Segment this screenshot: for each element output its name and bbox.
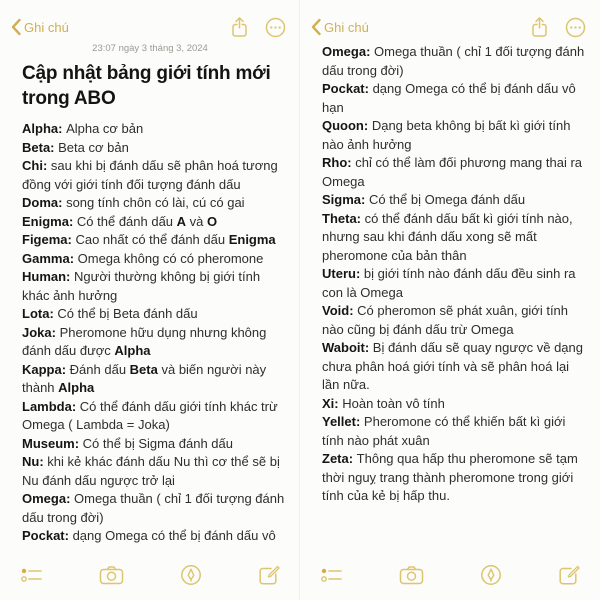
entry-term: Kappa: xyxy=(22,361,70,377)
camera-icon xyxy=(99,565,124,585)
entry-term: Yellet: xyxy=(322,414,364,429)
chevron-left-icon xyxy=(10,18,22,36)
markup-button[interactable] xyxy=(480,564,502,586)
note-entry: Zeta: Thông qua hấp thu pheromone sẽ tạm thời nguỵ trang thành pheromone trong giới tính của kẻ bị hấp thu. xyxy=(322,451,578,503)
entry-term: Void: xyxy=(322,303,358,318)
note-body[interactable] xyxy=(300,43,600,558)
note-entry: Omega: Omega thuần ( chỉ 1 đối tượng đánh dấu trong đời) xyxy=(22,491,285,525)
note-timestamp: 23:07 ngày 3 tháng 3, 2024 xyxy=(92,43,208,54)
notes-app-right xyxy=(300,0,600,600)
note-entry: Yellet: Pheromone có thể khiến bất kì giới tính nào phát xuân xyxy=(322,414,566,448)
entry-term: Theta: xyxy=(322,210,365,226)
note-entry: Quoon: Dạng beta không bị bất kì giới tính nào ảnh hưởng xyxy=(322,118,571,152)
nav-bar xyxy=(0,0,300,38)
entry-term: Pockat: xyxy=(22,528,73,543)
compose-button[interactable] xyxy=(558,564,580,586)
entry-term: Alpha: xyxy=(22,121,67,136)
nav-actions xyxy=(530,16,586,38)
markup-button[interactable] xyxy=(180,564,202,586)
compose-icon xyxy=(558,564,580,586)
note-body[interactable] xyxy=(0,120,300,558)
note-entry: Enigma: Có thể đánh dấu A và O xyxy=(22,213,218,229)
entry-term: Joka: xyxy=(22,324,60,340)
note-entry: Omega: Omega thuần ( chỉ 1 đối tượng đánh dấu trong đời) xyxy=(322,44,585,78)
note-entry: Uteru: bị giới tính nào đánh dấu đều sinh ra con là Omega xyxy=(322,266,576,300)
nav-actions xyxy=(230,16,286,38)
share-button[interactable] xyxy=(530,16,549,38)
share-button[interactable] xyxy=(230,16,249,38)
markup-icon xyxy=(480,564,502,586)
share-icon xyxy=(230,16,249,38)
note-entry: Museum: Có thể bị Sigma đánh dấu xyxy=(22,435,233,451)
checklist-button[interactable] xyxy=(320,565,343,585)
note-entry: Nu: khi kẻ khác đánh dấu Nu thì cơ thể sẽ bị Nu đánh dấu ngược trở lại xyxy=(22,454,280,488)
entry-term: Lambda: xyxy=(22,398,80,414)
entry-term: Zeta: xyxy=(322,451,357,466)
entry-term: Doma: xyxy=(22,195,67,210)
entry-term: Uteru: xyxy=(322,266,364,281)
note-entry: Kappa: Đánh dấu Beta và biến người này thành Alpha xyxy=(22,361,267,395)
entry-term: Chi: xyxy=(22,158,51,173)
entry-term: Waboit: xyxy=(322,340,373,355)
bottom-toolbar xyxy=(0,558,300,600)
note-entry: Lambda: Có thể đánh dấu giới tính khác trừ Omega ( Lambda = Joka) xyxy=(22,398,278,432)
note-entry: Void: Có pheromon sẽ phát xuân, giới tính nào cũng bị đánh dấu trừ Omega xyxy=(322,303,569,337)
note-entry: Theta: có thể đánh dấu bất kì giới tính nào, nhưng sau khi đánh dấu xong sẽ mất pheromone của bản thân xyxy=(322,210,573,263)
markup-icon xyxy=(180,564,202,586)
note-entry: Joka: Pheromone hữu dụng nhưng không đánh dấu được Alpha xyxy=(22,324,267,358)
chevron-left-icon xyxy=(310,18,322,36)
note-entry: Alpha: Alpha cơ bản xyxy=(22,121,144,136)
entry-term: Human: xyxy=(22,269,74,284)
note-entry: Gamma: Omega không có có pheromone xyxy=(22,250,264,266)
back-button[interactable] xyxy=(310,18,369,36)
camera-button[interactable] xyxy=(99,565,124,585)
note-entry: Doma: song tính chôn có lài, cú có gai xyxy=(22,195,245,210)
note-entry: Pockat: dạng Omega có thể bị đánh dấu vô hạn xyxy=(322,81,576,115)
entry-term: Sigma: xyxy=(322,192,369,207)
back-button[interactable] xyxy=(10,18,69,36)
note-entry: Lota: Có thể bị Beta đánh dấu xyxy=(22,306,198,321)
compose-button[interactable] xyxy=(258,564,280,586)
note-entry: Beta: Beta cơ bản xyxy=(22,139,129,155)
checklist-icon xyxy=(320,565,343,585)
note-entry: Figema: Cao nhất có thể đánh dấu Enigma xyxy=(22,232,276,247)
more-icon xyxy=(265,17,286,38)
note-entry: Pockat: dạng Omega có thể bị đánh dấu vô xyxy=(22,528,276,543)
note-entry: Sigma: Có thể bị Omega đánh dấu xyxy=(322,192,526,207)
entry-term: Figema: xyxy=(22,232,76,247)
camera-button[interactable] xyxy=(399,565,424,585)
note-entry: Chi: sau khi bị đánh dấu sẽ phân hoá tương đồng với giới tính đối tượng đánh dấu xyxy=(22,158,278,192)
more-button[interactable] xyxy=(565,17,586,38)
note-entry: Xi: Hoàn toàn vô tính xyxy=(322,395,445,411)
entry-term: Beta: xyxy=(22,139,59,155)
camera-icon xyxy=(399,565,424,585)
note-entry: Waboit: Bị đánh dấu sẽ quay ngược về dạng chưa phân hoá giới tính và sẽ phân hoá lại lần nữa. xyxy=(322,340,583,392)
entry-term: Lota: xyxy=(22,306,58,321)
entry-term: Pockat: xyxy=(322,81,373,96)
entry-term: Gamma: xyxy=(22,250,78,266)
bottom-toolbar xyxy=(300,558,600,600)
nav-bar xyxy=(300,0,600,38)
compose-icon xyxy=(258,564,280,586)
entry-term: Nu: xyxy=(22,454,48,469)
entry-term: Xi: xyxy=(322,395,343,411)
checklist-button[interactable] xyxy=(20,565,43,585)
back-label: Ghi chú xyxy=(324,19,369,35)
entry-term: Enigma: xyxy=(22,213,77,229)
more-button[interactable] xyxy=(265,17,286,38)
entry-term: Omega: xyxy=(322,44,375,59)
back-label: Ghi chú xyxy=(24,19,69,35)
entry-term: Quoon: xyxy=(322,118,372,133)
note-title: Cập nhật bảng giới tính mới trong ABO xyxy=(22,63,271,109)
note-entry: Human: Người thường không bị giới tính khác ảnh hưởng xyxy=(22,269,261,303)
entry-term: Museum: xyxy=(22,435,83,451)
entry-term: Omega: xyxy=(22,491,75,506)
share-icon xyxy=(530,16,549,38)
note-entry: Rho: chỉ có thể làm đối phương mang thai ra Omega xyxy=(322,155,583,189)
entry-term: Rho: xyxy=(322,155,356,170)
checklist-icon xyxy=(20,565,43,585)
more-icon xyxy=(565,17,586,38)
